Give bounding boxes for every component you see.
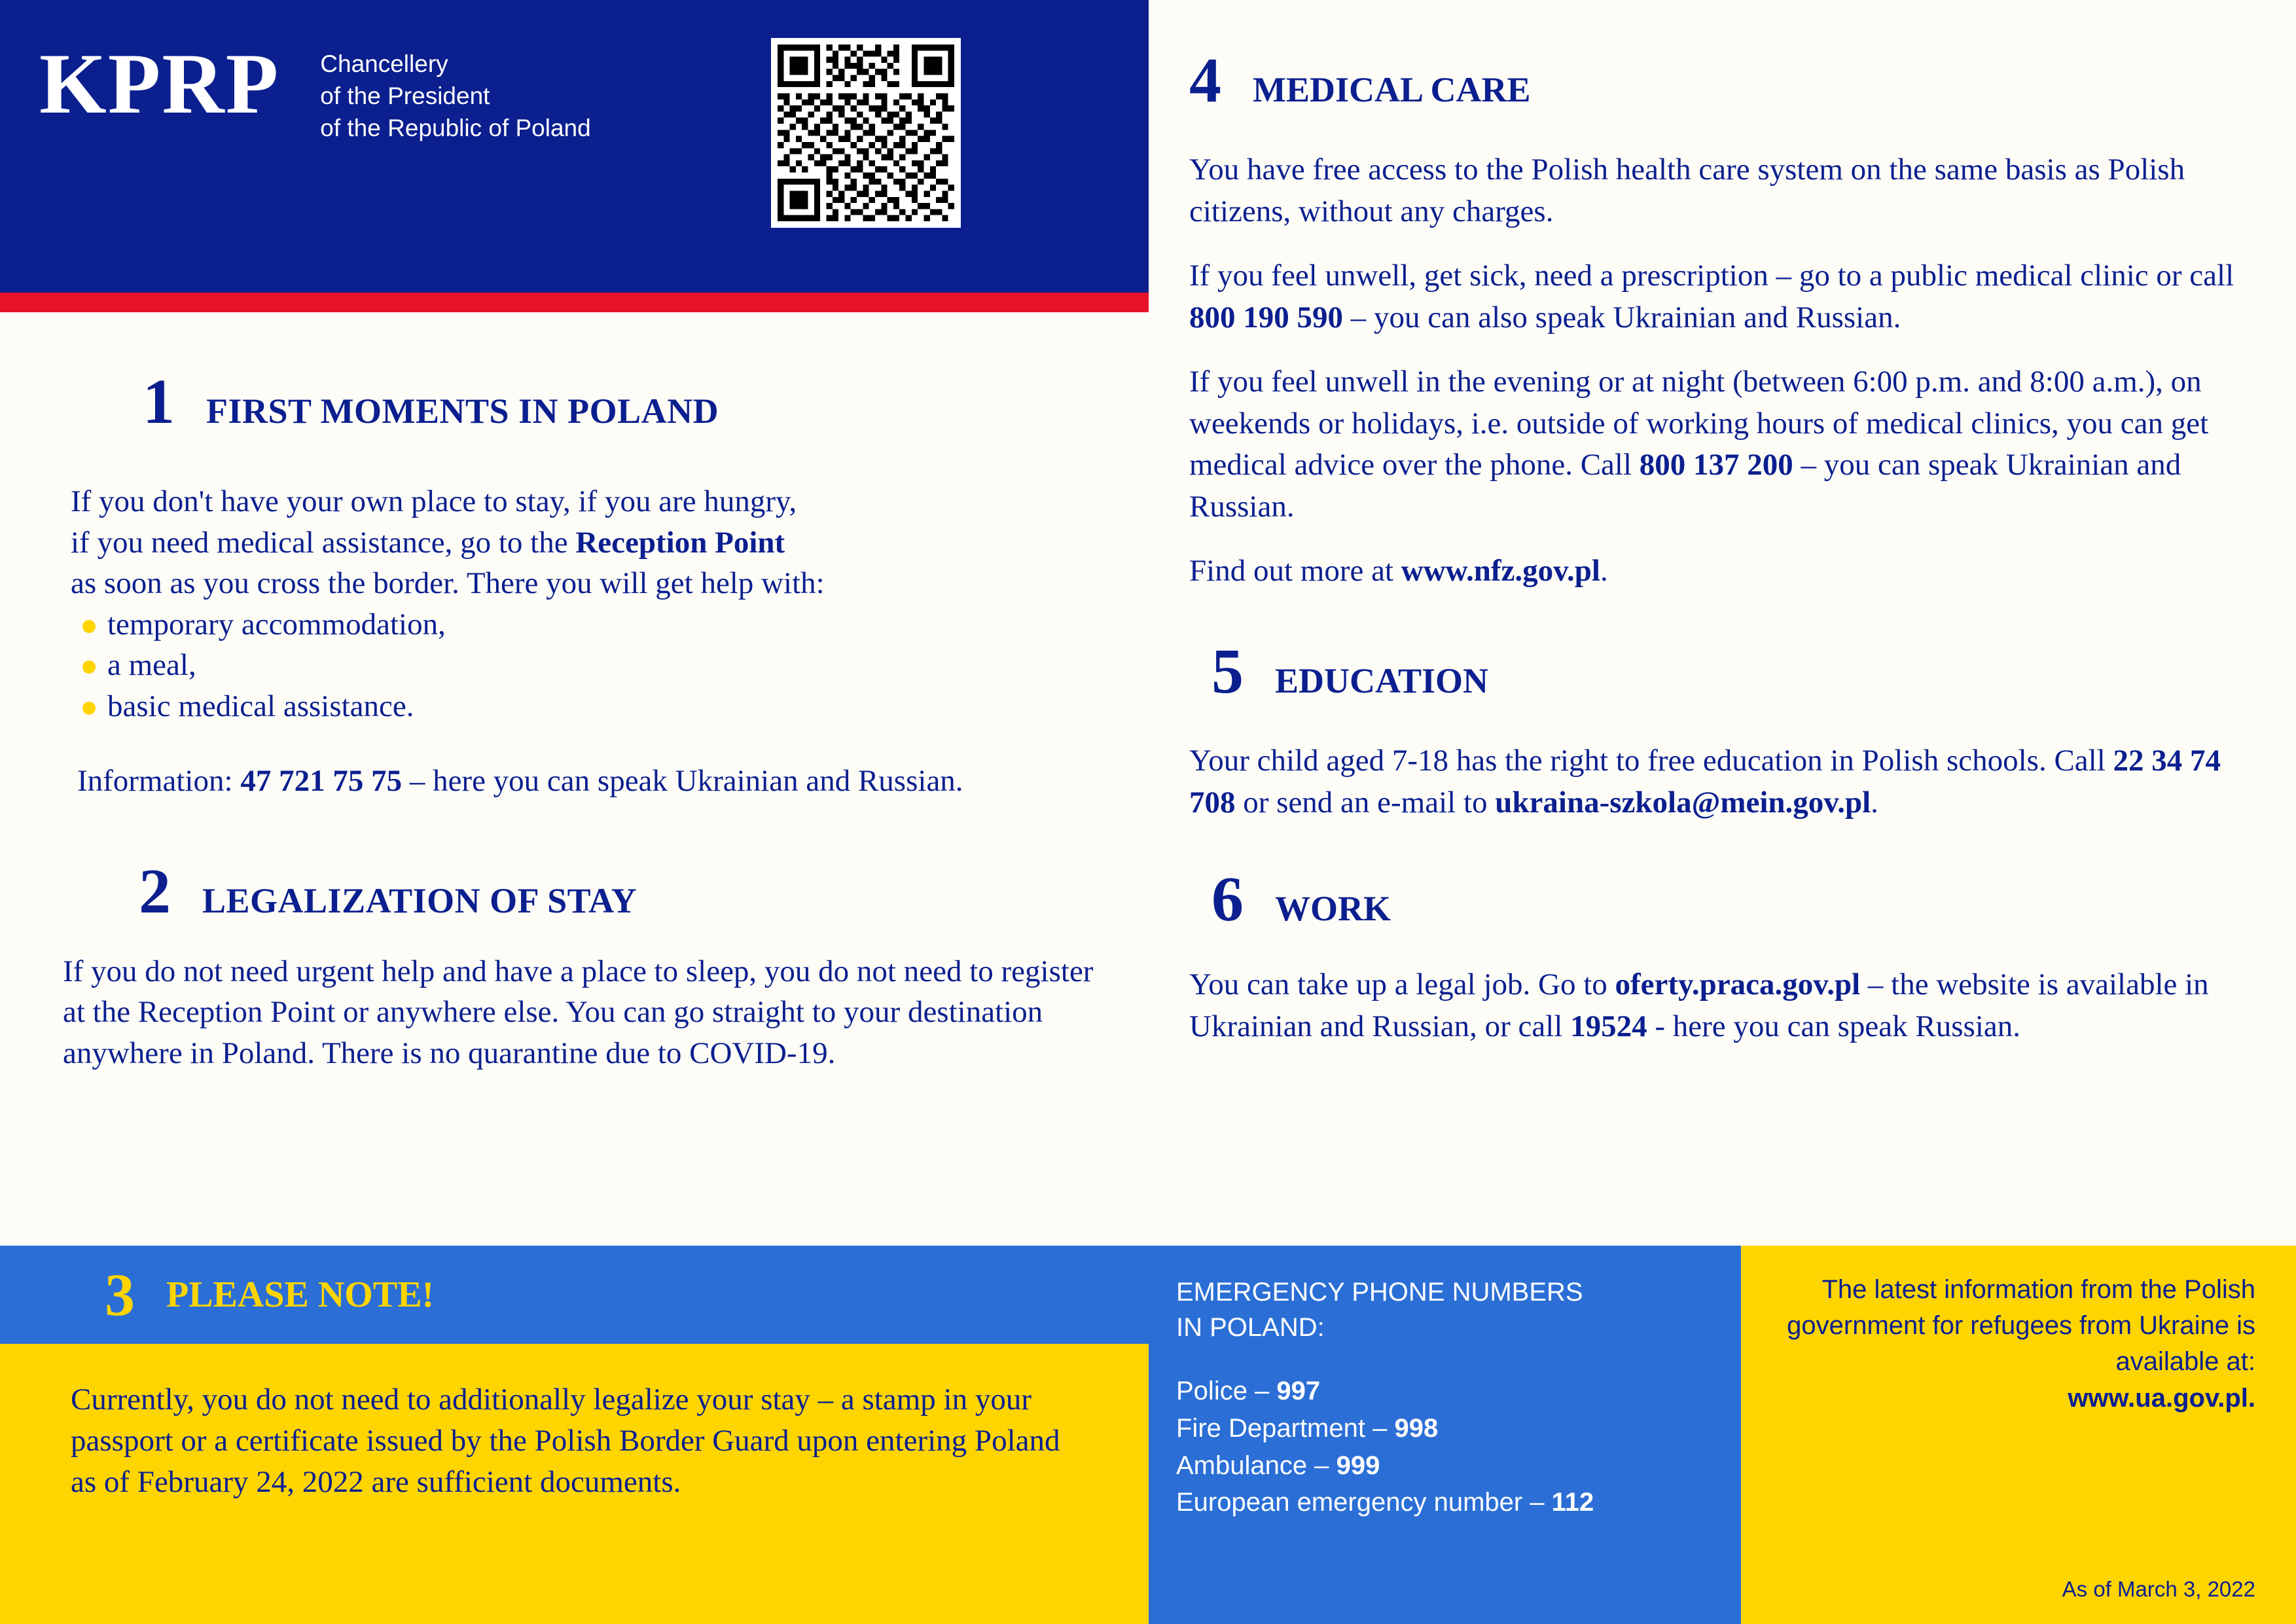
section-5-heading	[1189, 636, 2262, 708]
section-6-number: 6	[1211, 863, 1244, 935]
section-1-bullet-list	[71, 604, 1096, 727]
kprp-logo: KPRP	[39, 35, 280, 132]
reception-point-emphasis: Reception Point	[575, 525, 785, 560]
section-1-line-2	[71, 522, 1096, 564]
bottom-bands	[0, 1246, 2296, 1624]
list-item: temporary accommodation,	[71, 604, 1096, 645]
section-1-title: FIRST MOMENTS IN POLAND	[206, 391, 719, 431]
chancellery-line-2: of the President	[320, 82, 490, 109]
section-4	[1149, 18, 2296, 592]
chancellery-line-3: of the Republic of Poland	[320, 114, 591, 141]
section-4-title: MEDICAL CARE	[1253, 70, 1531, 109]
emergency-label-fire: Fire Department –	[1176, 1413, 1395, 1443]
section-5-text-b: or send an e-mail to	[1235, 785, 1496, 820]
left-column	[0, 0, 1149, 1246]
emergency-list	[1176, 1373, 1741, 1521]
section-2-title: LEGALIZATION OF STAY	[202, 880, 637, 920]
language-badge-en[interactable]: EN	[1030, 70, 1111, 121]
emergency-numbers-panel	[1149, 1246, 1741, 1624]
section-1-number: 1	[143, 367, 175, 437]
please-note-panel	[0, 1246, 1149, 1624]
jobs-phone: 19524	[1570, 1009, 1647, 1043]
section-1-line-2-text: if you need medical assistance, go to the	[71, 525, 576, 560]
section-5-text-a: Your child aged 7-18 has the right to free education in Polish schools. Call	[1189, 744, 2113, 778]
section-4-paragraph-3	[1189, 361, 2262, 529]
section-3-paragraph: Currently, you do not need to additionally legalize your stay – a stamp in your passport or a certificate issued by the Polish Border Guard upon entering Poland as of February 24, 2022 are sufficient documents.	[71, 1382, 1060, 1499]
clinic-phone: 800 190 590	[1189, 300, 1343, 334]
section-6	[1149, 863, 2296, 1048]
section-1-line-3: as soon as you cross the border. There you will get help with:	[71, 566, 825, 600]
section-3-title: PLEASE NOTE!	[166, 1274, 435, 1315]
section-2-body: If you do not need urgent help and have a place to sleep, you do not need to register at the Reception Point or anywhere else. You can go straight to your destination anywhere in Poland. There is no quarantine due to COVID-19.	[63, 954, 1094, 1070]
latest-info-text	[1767, 1272, 2255, 1416]
section-4-p4-period: .	[1600, 554, 1608, 588]
emergency-title	[1176, 1274, 1741, 1345]
section-2-heading	[0, 856, 1149, 927]
emergency-label-european: European emergency number –	[1176, 1488, 1552, 1517]
section-1-information	[71, 761, 1096, 802]
please-note-heading	[0, 1246, 1149, 1344]
section-6-paragraph	[1189, 964, 2262, 1048]
list-item: basic medical assistance.	[71, 686, 1096, 727]
section-5-text-c: .	[1871, 785, 1878, 820]
section-6-text-b: – the website is available in Ukrainian and Russian, or call	[1189, 967, 2209, 1043]
section-1-body	[0, 481, 1149, 802]
list-item	[1176, 1373, 1741, 1410]
right-column	[1149, 0, 2296, 1246]
information-phone: 47 721 75 75	[240, 764, 403, 798]
section-5-paragraph	[1189, 740, 2262, 824]
section-4-p3-text-b: – you can speak Ukrainian and Russian.	[1189, 448, 2181, 524]
section-4-p2-text-a: If you feel unwell, get sick, need a prescription – go to a public medical clinic or call	[1189, 258, 2234, 293]
section-5	[1149, 636, 2296, 824]
chancellery-text	[320, 34, 590, 144]
brand-header	[0, 0, 1149, 293]
emergency-label-ambulance: Ambulance –	[1176, 1451, 1336, 1480]
list-item: a meal,	[71, 645, 1096, 686]
as-of-date: As of March 3, 2022	[2062, 1577, 2255, 1601]
section-4-number: 4	[1189, 45, 1221, 116]
ua-gov-link[interactable]: www.ua.gov.pl.	[2068, 1383, 2255, 1413]
information-label: Information:	[77, 764, 241, 798]
emergency-number-european: 112	[1551, 1488, 1594, 1517]
jobs-website-link[interactable]: oferty.praca.gov.pl	[1615, 967, 1861, 1001]
emergency-title-line-1: EMERGENCY PHONE NUMBERS	[1176, 1278, 1583, 1307]
section-5-title: EDUCATION	[1275, 661, 1489, 701]
section-4-paragraph-4	[1189, 550, 2262, 592]
section-6-text-a: You can take up a legal job. Go to	[1189, 967, 1615, 1001]
qr-code-icon[interactable]	[771, 38, 961, 228]
please-note-body	[0, 1344, 1149, 1624]
list-item	[1176, 1447, 1741, 1485]
section-4-paragraph-2	[1189, 255, 2262, 339]
emergency-number-police: 997	[1276, 1377, 1321, 1405]
nfz-website-link[interactable]: www.nfz.gov.pl	[1401, 554, 1600, 588]
emergency-number-ambulance: 999	[1336, 1451, 1380, 1480]
find-out-more-label: Find out more at	[1189, 554, 1401, 588]
list-item	[1176, 1484, 1741, 1521]
list-item	[1176, 1410, 1741, 1447]
information-suffix: – here you can speak Ukrainian and Russian.	[402, 764, 963, 798]
chancellery-line-1: Chancellery	[320, 50, 448, 77]
latest-info-panel	[1741, 1246, 2296, 1624]
latest-info-sentence: The latest information from the Polish government for refugees from Ukraine is available at:	[1787, 1275, 2255, 1377]
section-1-heading	[0, 312, 1149, 437]
education-phone: 22 34 74 708	[1189, 744, 2221, 820]
emergency-number-fire: 998	[1394, 1413, 1439, 1443]
section-2-number: 2	[139, 856, 171, 927]
section-1-line-1: If you don't have your own place to stay, if you are hungry,	[71, 484, 797, 518]
red-divider-bar	[0, 293, 1149, 312]
section-6-title: WORK	[1275, 888, 1391, 928]
section-4-heading	[1189, 45, 2262, 116]
emergency-label-police: Police –	[1176, 1377, 1277, 1405]
section-6-heading	[1189, 863, 2262, 935]
section-3-number: 3	[105, 1261, 135, 1328]
section-4-p3-text-a: If you feel unwell in the evening or at night (between 6:00 p.m. and 8:00 a.m.), on weekends or holidays, i.e. outside of working hours of medical clinics, you can get medical advice over the phone. Call	[1189, 364, 2209, 482]
night-advice-phone: 800 137 200	[1639, 448, 1793, 482]
section-4-p2-text-b: – you can also speak Ukrainian and Russian.	[1343, 300, 1901, 334]
education-email[interactable]: ukraina-szkola@mein.gov.pl	[1495, 785, 1871, 820]
section-4-paragraph-1: You have free access to the Polish health care system on the same basis as Polish citizens, without any charges.	[1189, 153, 2185, 228]
section-6-text-c: - here you can speak Russian.	[1647, 1009, 2020, 1043]
section-5-number: 5	[1211, 636, 1244, 708]
emergency-title-line-2: IN POLAND:	[1176, 1313, 1325, 1342]
